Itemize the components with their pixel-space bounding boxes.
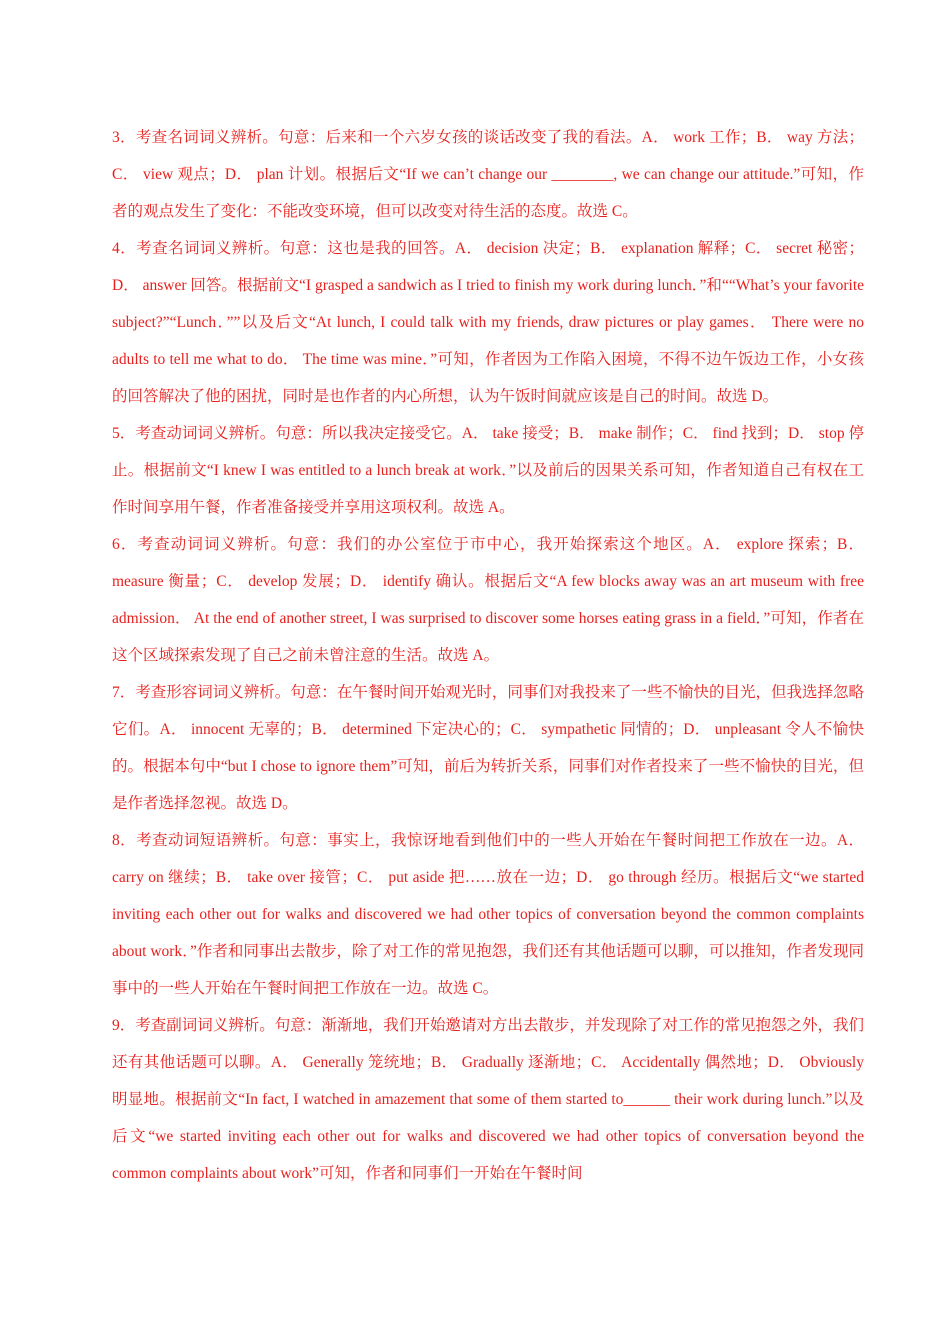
answer-explanations [112, 119, 864, 1192]
explanation-q3: 3．考查名词词义辨析。句意：后来和一个六岁女孩的谈话改变了我的看法。A． work 工作；B． way 方法；C． view 观点；D． plan 计划。根据后文“If we can’t change our ________, we can change our attitude.”可知，作者的观点发生了变化：不能改变环境，但可以改变对待生活的态度。故选 C。 [112, 129, 864, 220]
explanation-q6: 6．考查动词词义辨析。句意：我们的办公室位于市中心，我开始探索这个地区。A． explore 探索；B． measure 衡量；C． develop 发展；D． identify 确认。根据后文“A few blocks away was an art museum with free admission． At the end of another street, I was surprised to discover some horses eating grass in a field．”可知，作者在这个区域探索发现了自己之前未曾注意的生活。故选 A。 [112, 536, 864, 664]
explanation-q8: 8．考查动词短语辨析。句意：事实上，我惊讶地看到他们中的一些人开始在午餐时间把工作放在一边。A． carry on 继续；B． take over 接管；C． put aside 把……放在一边；D． go through 经历。根据后文“we started inviting each other out for walks and discovered we had other topics of conversation beyond the common complaints about work．”作者和同事出去散步，除了对工作的常见抱怨，我们还有其他话题可以聊，可以推知，作者发现同事中的一些人开始在午餐时间把工作放在一边。故选 C。 [112, 832, 864, 997]
explanation-q5: 5．考查动词词义辨析。句意：所以我决定接受它。A． take 接受；B． make 制作；C． find 找到；D． stop 停止。根据前文“I knew I was entitled to a lunch break at work．”以及前后的因果关系可知，作者知道自己有权在工作时间享用午餐，作者准备接受并享用这项权利。故选 A。 [112, 425, 864, 516]
explanation-q9: 9．考查副词词义辨析。句意：渐渐地，我们开始邀请对方出去散步，并发现除了对工作的常见抱怨之外，我们还有其他话题可以聊。A． Generally 笼统地；B． Gradually 逐渐地；C． Accidentally 偶然地；D． Obviously 明显地。根据前文“In fact, I watched in amazement that some of them started to______ their work during lunch.”以及后文“we started inviting each other out for walks and discovered we had other topics of conversation beyond the common complaints about work”可知，作者和同事们一开始在午餐时间 [112, 1017, 864, 1182]
explanation-q7: 7．考查形容词词义辨析。句意：在午餐时间开始观光时，同事们对我投来了一些不愉快的目光，但我选择忽略它们。A． innocent 无辜的；B． determined 下定决心的；C． sympathetic 同情的；D． unpleasant 令人不愉快的。根据本句中“but I chose to ignore them”可知，前后为转折关系，同事们对作者投来了一些不愉快的目光，但是作者选择忽视。故选 D。 [112, 684, 864, 812]
explanation-q4: 4．考查名词词义辨析。句意：这也是我的回答。A． decision 决定；B． explanation 解释；C． secret 秘密；D． answer 回答。根据前文“I grasped a sandwich as I tried to finish my work during lunch．”和““What’s your favorite subject?”“Lunch．””以及后文“At lunch, I could talk with my friends, draw pictures or play games． There were no adults to tell me what to do． The time was mine．”可知，作者因为工作陷入困境，不得不边午饭边工作，小女孩的回答解决了他的困扰，同时是也作者的内心所想，认为午饭时间就应该是自己的时间。故选 D。 [112, 240, 864, 405]
